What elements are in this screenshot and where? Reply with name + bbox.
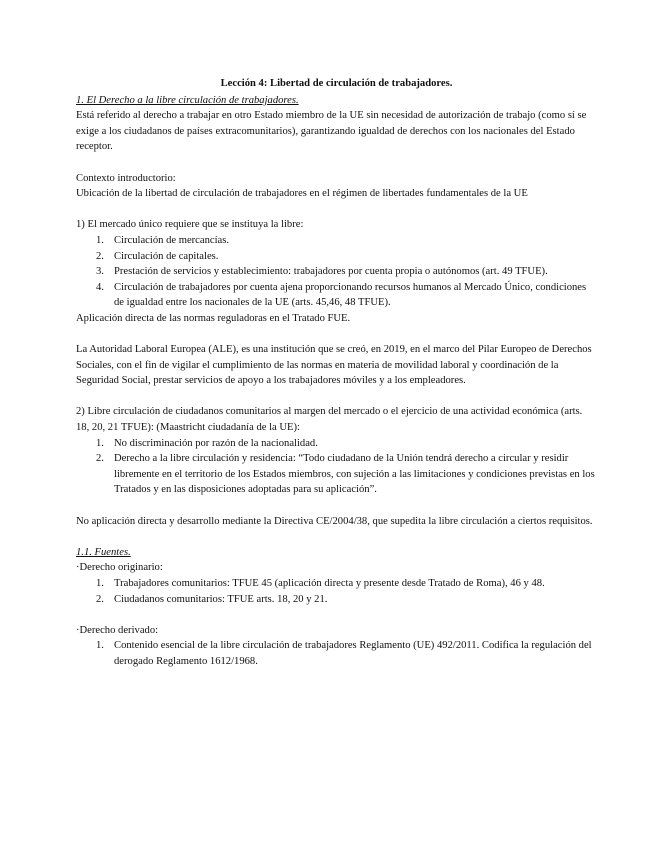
spacer: [76, 498, 597, 514]
list-number: 1.: [96, 234, 104, 246]
context-text: Ubicación de la libertad de circulación de trabajadores en el régimen de libertades fundamentales de la UE: [76, 188, 528, 200]
list-item-text: Trabajadores comunitarios: TFUE 45 (aplicación directa y presente desde Tratado de Roma), 46 y 48.: [114, 578, 545, 589]
list-item: [76, 451, 597, 498]
list-number: 2.: [96, 250, 104, 262]
list-item: [76, 264, 597, 280]
list-item-text: Prestación de servicios y establecimiento: trabajadores por cuenta propia o autónomos (art. 49 TFUE).: [114, 266, 548, 278]
list-number: 1.: [96, 578, 104, 589]
list-item-text: Circulación de trabajadores por cuenta ajena proporcionando recursos humanos al Mercado Único, condiciones de igualdad entre los nacionales de la UE (arts. 45,46, 48 TFUE).: [114, 281, 587, 309]
list-item-text: Circulación de capitales.: [114, 250, 219, 262]
list-number: 2.: [96, 453, 104, 465]
list-item: [76, 638, 597, 669]
list-item: [76, 249, 597, 265]
point-1-list: [76, 233, 597, 311]
list-number: 3.: [96, 266, 104, 278]
list-item-text: No discriminación por razón de la nacionalidad.: [114, 437, 318, 449]
point-1-tail: Aplicación directa de las normas reguladoras en el Tratado FUE.: [76, 312, 351, 324]
derivado-list: [76, 638, 597, 669]
point-2-list: [76, 436, 597, 498]
list-item-text: Contenido esencial de la libre circulación de trabajadores Reglamento (UE) 492/2011. Codifica la regulación del derogado Reglamento 1612/1968.: [114, 640, 592, 667]
section-heading-1-1: 1.1. Fuentes.: [76, 546, 131, 558]
list-item-text: Derecho a la libre circulación y residencia: “Todo ciudadano de la Unión tendrá derecho a circular y residir libremente en el territorio de los Estados miembros, con sujeción a las limitaciones y condiciones previstas en los Tratados y en las disposiciones adoptadas para su aplicación”.: [114, 453, 595, 496]
list-item: [76, 576, 597, 592]
originario-list: [76, 576, 597, 607]
section-1-intro: Está referido al derecho a trabajar en otro Estado miembro de la UE sin necesidad de autorización de trabajo (como sí se exige a los ciudadanos de países extracomunitarios), garantizando igualdad de derechos con los nacionales del Estado receptor.: [76, 110, 587, 153]
spacer: [76, 607, 597, 623]
list-number: 1.: [96, 437, 104, 449]
document-title: Lección 4: Libertad de circulación de trabajadores.: [220, 78, 453, 89]
spacer: [76, 202, 597, 218]
ala-paragraph: La Autoridad Laboral Europea (ALE), es una institución que se creó, en 2019, en el marco del Pilar Europeo de Derechos Sociales, con el fin de vigilar el cumplimiento de las normas en materia de movilidad laboral y coordinación de la Seguridad Social, prestar servicios de apoyo a los trabajadores móviles y a los empleadores.: [76, 344, 592, 387]
point-2-tail: No aplicación directa y desarrollo mediante la Directiva CE/2004/38, que supedita la libre circulación a ciertos requisitos.: [76, 515, 593, 527]
spacer: [76, 155, 597, 171]
spacer: [76, 389, 597, 405]
originario-label: ·Derecho originario:: [76, 562, 163, 574]
spacer: [76, 529, 597, 545]
section-heading-1: 1. El Derecho a la libre circulación de trabajadores.: [76, 94, 299, 106]
list-item: [76, 436, 597, 452]
context-label: Contexto introductorio:: [76, 172, 176, 184]
derivado-label: ·Derecho derivado:: [76, 624, 159, 636]
list-item: [76, 280, 597, 311]
list-number: 1.: [96, 640, 104, 652]
point-2-lead: 2) Libre circulación de ciudadanos comunitarios al margen del mercado o el ejercicio de una actividad económica (arts. 18, 20, 21 TFUE): (Maastricht ciudadanía de la UE):: [76, 406, 583, 434]
spacer: [76, 327, 597, 343]
list-item: [76, 233, 597, 249]
list-item: [76, 592, 597, 608]
list-item-text: Ciudadanos comunitarios: TFUE arts. 18, 20 y 21.: [114, 593, 328, 605]
list-number: 2.: [96, 593, 104, 605]
list-item-text: Circulación de mercancías.: [114, 234, 230, 246]
point-1-lead: 1) El mercado único requiere que se instituya la libre:: [76, 219, 304, 231]
list-number: 4.: [96, 281, 104, 293]
